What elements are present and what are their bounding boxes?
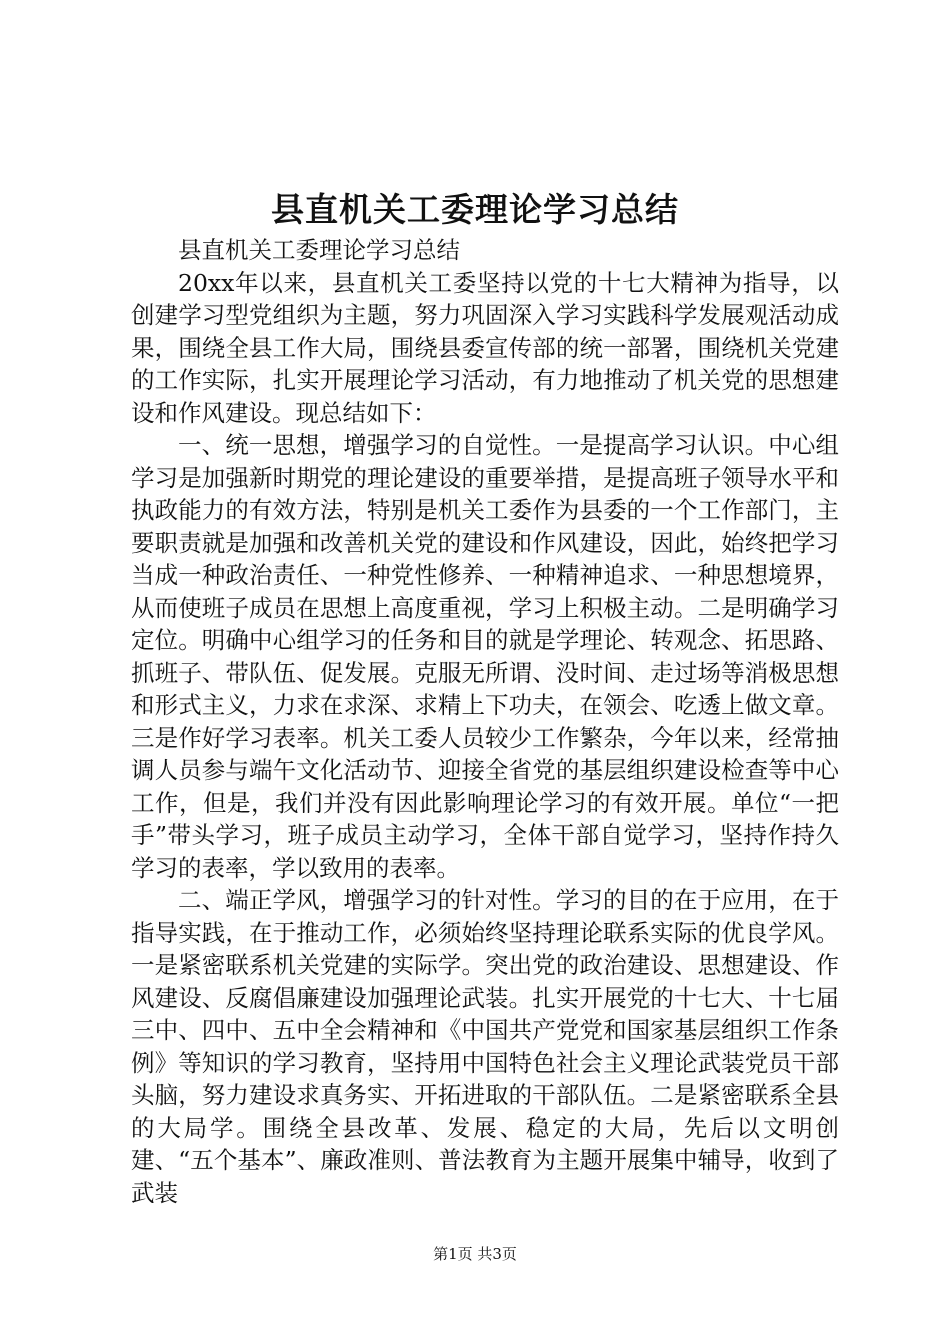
document-body: [131, 234, 839, 1209]
paragraph-subtitle: 县直机关工委理论学习总结: [178, 236, 460, 264]
paragraph-section-one: 一、统一思想，增强学习的自觉性。一是提高学习认识。中心组学习是加强新时期党的理论建设的重要举措，是提高班子领导水平和执政能力的有效方法，特别是机关工委作为县委的一个工作部门，主要职责就是加强和改善机关党的建设和作风建设，因此，始终把学习当成一种政治责任、一种党性修养、一种精神追求、一种思想境界，从而使班子成员在思想上高度重视，学习上积极主动。二是明确学习定位。明确中心组学习的任务和目的就是学理论、转观念、拓思路、抓班子、带队伍、促发展。克服无所谓、没时间、走过场等消极思想和形式主义，力求在求深、求精上下功夫，在领会、吃透上做文章。三是作好学习表率。机关工委人员较少工作繁杂，今年以来，经常抽调人员参与端午文化活动节、迎接全省党的基层组织建设检查等中心工作，但是，我们并没有因此影响理论学习的有效开展。单位“一把手”带头学习，班子成员主动学习，全体干部自觉学习，坚持作持久学习的表率，学以致用的表率。: [131, 431, 839, 882]
paragraph-intro: 20xx年以来，县直机关工委坚持以党的十七大精神为指导，以创建学习型党组织为主题，努力巩固深入学习实践科学发展观活动成果，围绕全县工作大局，围绕县委宣传部的统一部署，围绕机关党建的工作实际，扎实开展理论学习活动，有力地推动了机关党的思想建设和作风建设。现总结如下：: [131, 268, 839, 427]
document-title: 县直机关工委理论学习总结: [271, 190, 679, 229]
page-number: 第1页 共3页: [433, 1245, 517, 1263]
paragraph-section-two: 二、端正学风，增强学习的针对性。学习的目的在于应用，在于指导实践，在于推动工作，必须始终坚持理论联系实际的优良学风。一是紧密联系机关党建的实际学。突出党的政治建设、思想建设、作风建设、反腐倡廉建设加强理论武装。扎实开展党的十七大、十七届三中、四中、五中全会精神和《中国共产党党和国家基层组织工作条例》等知识的学习教育，坚持用中国特色社会主义理论武装党员干部头脑，努力建设求真务实、开拓进取的干部队伍。二是紧密联系全县的大局学。围绕全县改革、发展、稳定的大局，先后以文明创建、“五个基本”、廉政准则、普法教育为主题开展集中辅导，收到了武装: [131, 886, 839, 1207]
